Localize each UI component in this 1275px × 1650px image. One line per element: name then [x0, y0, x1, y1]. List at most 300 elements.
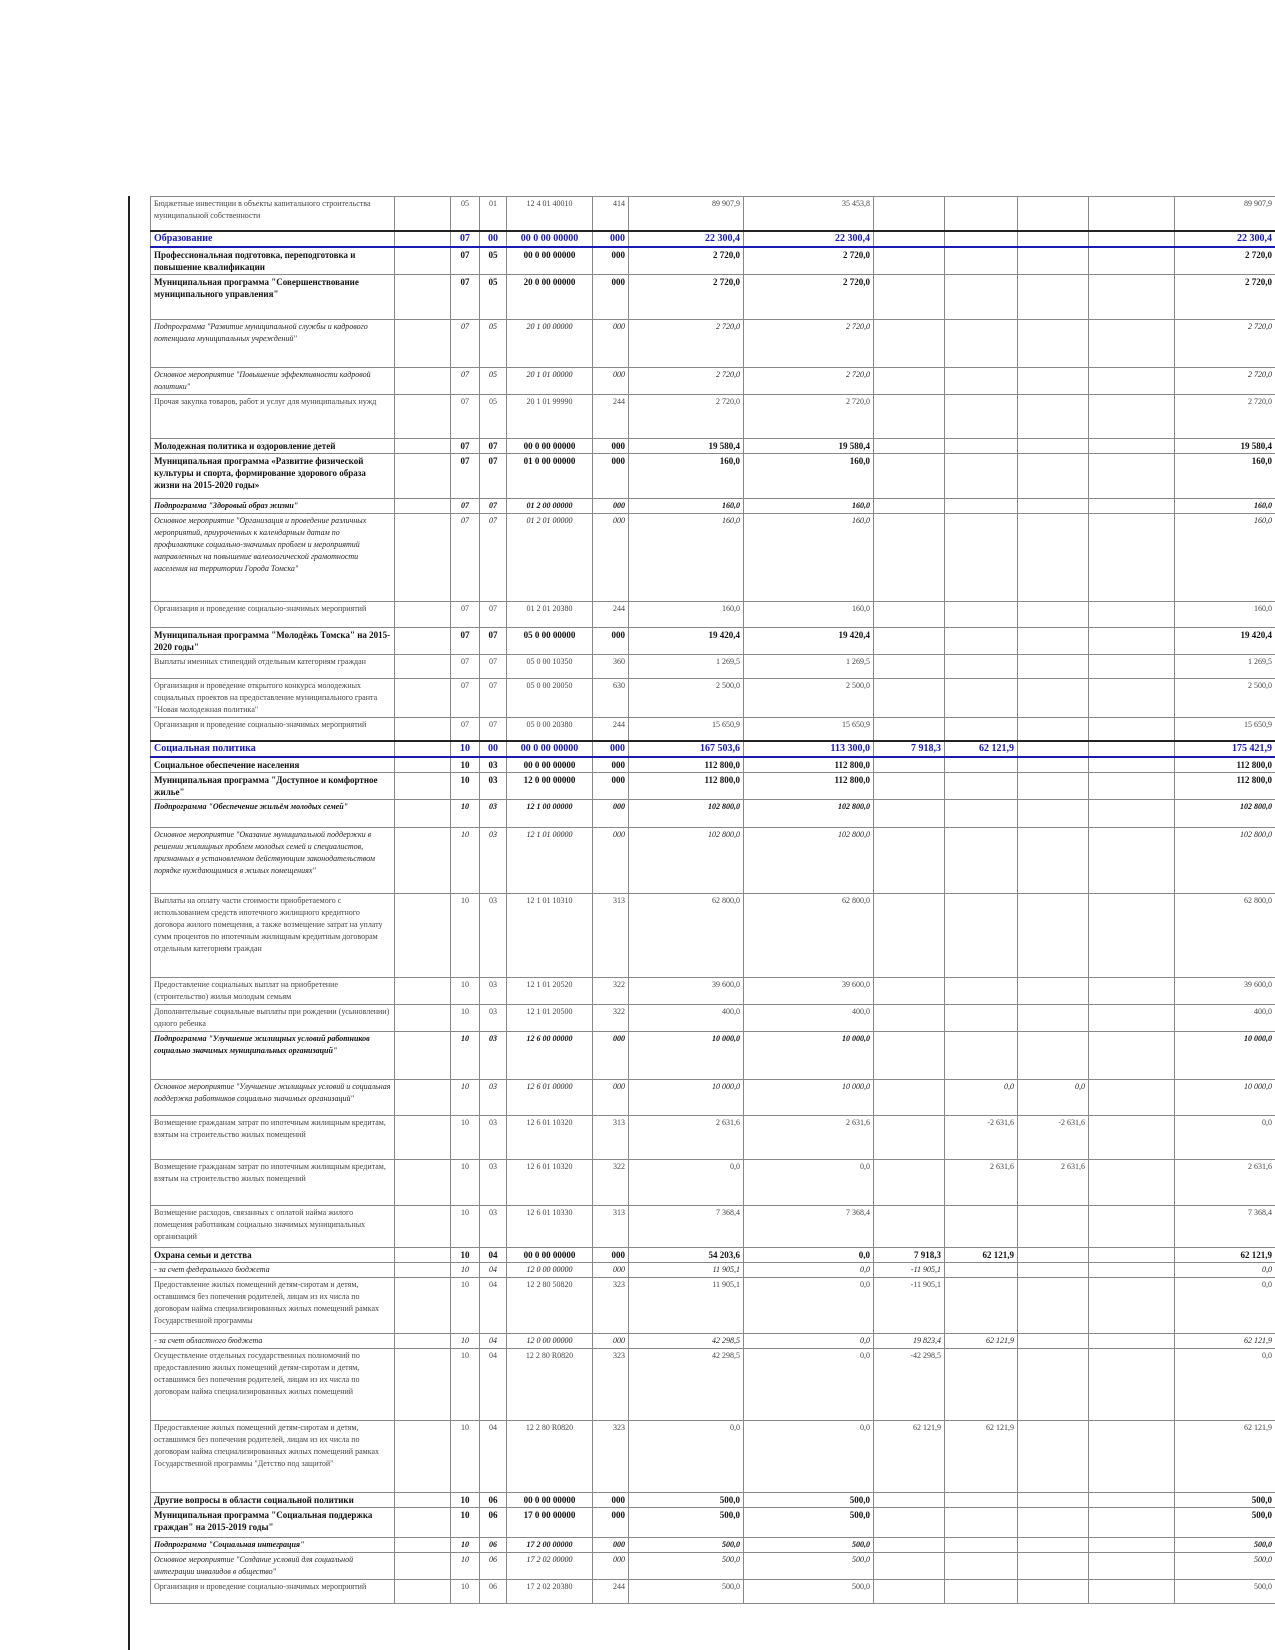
table-cell	[874, 654, 945, 678]
table-cell: 12 2 80 R0820	[507, 1349, 593, 1421]
table-cell: 12 1 00 00000	[507, 800, 593, 828]
table-cell: 000	[593, 247, 629, 275]
table-cell: 000	[593, 757, 629, 773]
table-cell: Образование	[151, 231, 395, 247]
table-cell	[874, 757, 945, 773]
table-cell: 10	[451, 1349, 480, 1421]
table-cell: 10	[451, 1206, 480, 1248]
table-cell: 0,0	[744, 1248, 874, 1263]
table-cell: 102 800,0	[629, 800, 744, 828]
table-cell: 2 631,6	[629, 1116, 744, 1160]
table-cell: 07	[451, 231, 480, 247]
table-cell: 42 298,5	[629, 1334, 744, 1349]
table-cell: Организация и проведение социально-значимых мероприятий	[151, 717, 395, 741]
table-cell: 62 121,9	[945, 741, 1018, 757]
table-cell: 04	[480, 1349, 507, 1421]
table-cell	[945, 757, 1018, 773]
table-cell-empty	[395, 1032, 451, 1080]
table-cell	[874, 1080, 945, 1116]
table-cell: 06	[480, 1538, 507, 1553]
table-cell	[945, 1493, 1018, 1508]
table-cell-empty	[1089, 1080, 1175, 1116]
table-cell: 7 368,4	[744, 1206, 874, 1248]
table-cell: Возмещение расходов, связанных с оплатой найма жилого помещения работникам социально значимых муниципальных организаций	[151, 1206, 395, 1248]
table-cell-empty	[1089, 1553, 1175, 1580]
table-cell	[1018, 1248, 1089, 1263]
table-cell: 04	[480, 1263, 507, 1278]
table-cell: 01 0 00 00000	[507, 453, 593, 498]
table-cell: Организация и проведение социально-значимых мероприятий	[151, 601, 395, 627]
table-cell: Прочая закупка товаров, работ и услуг для муниципальных нужд	[151, 394, 395, 438]
table-cell: 62 800,0	[1175, 894, 1275, 978]
table-cell-empty	[1089, 678, 1175, 717]
table-cell-empty	[1089, 274, 1175, 319]
table-row	[151, 1005, 1275, 1032]
table-cell: 0,0	[744, 1421, 874, 1493]
table-cell-empty	[395, 197, 451, 231]
table-cell: Муниципальная программа "Социальная поддержка граждан" на 2015-2019 годы"	[151, 1508, 395, 1538]
table-cell: 160,0	[1175, 513, 1275, 601]
table-cell: 322	[593, 1160, 629, 1206]
table-cell: 0,0	[1175, 1278, 1275, 1334]
table-cell: 1 269,5	[1175, 654, 1275, 678]
table-cell: 160,0	[629, 513, 744, 601]
table-row	[151, 678, 1275, 717]
table-cell: 414	[593, 197, 629, 231]
table-cell: 000	[593, 367, 629, 394]
table-cell: 62 121,9	[945, 1421, 1018, 1493]
table-cell	[945, 394, 1018, 438]
table-cell: 62 121,9	[1175, 1421, 1275, 1493]
table-cell: 160,0	[744, 513, 874, 601]
table-cell: Бюджетные инвестиции в объекты капитального строительства муниципальной собственности	[151, 197, 395, 231]
table-cell: 10 000,0	[629, 1032, 744, 1080]
table-cell: 160,0	[744, 601, 874, 627]
table-cell	[1018, 1493, 1089, 1508]
table-cell-empty	[395, 1160, 451, 1206]
table-cell: 12 2 80 R0820	[507, 1421, 593, 1493]
table-cell: 19 580,4	[629, 438, 744, 453]
table-cell-empty	[1089, 1263, 1175, 1278]
table-cell: Возмещение гражданам затрат по ипотечным жилищным кредитам, взятым на строительство жилых помещений	[151, 1160, 395, 1206]
table-cell: Выплаты на оплату части стоимости приобретаемого с использованием средств ипотечного жилищного кредитного договора жилого помещения, а также возмещение затрат на уплату сумм процентов по ипотечным жилищным кредитным договорам отдельным категориям граждан	[151, 894, 395, 978]
table-cell: 2 720,0	[629, 247, 744, 275]
table-cell: 05	[480, 319, 507, 367]
table-cell-empty	[395, 394, 451, 438]
table-cell: 0,0	[629, 1421, 744, 1493]
table-cell	[945, 627, 1018, 654]
table-cell: 20 0 00 00000	[507, 274, 593, 319]
table-cell	[874, 1508, 945, 1538]
table-cell-empty	[1089, 1508, 1175, 1538]
table-cell-empty	[395, 773, 451, 800]
table-cell: 15 650,9	[1175, 717, 1275, 741]
table-cell: 00 0 00 00000	[507, 1248, 593, 1263]
table-cell-empty	[395, 513, 451, 601]
table-cell: 113 300,0	[744, 741, 874, 757]
table-cell: Основное мероприятие "Улучшение жилищных условий и социальная поддержка работников социально значимых организаций"	[151, 1080, 395, 1116]
table-cell	[874, 394, 945, 438]
table-cell-empty	[395, 1005, 451, 1032]
table-cell	[945, 1349, 1018, 1421]
table-cell: 00 0 00 00000	[507, 231, 593, 247]
table-cell: 175 421,9	[1175, 741, 1275, 757]
table-cell: 05 0 00 00000	[507, 627, 593, 654]
table-cell: 2 720,0	[744, 274, 874, 319]
table-cell: 0,0	[744, 1349, 874, 1421]
table-cell: 03	[480, 828, 507, 894]
table-cell: 160,0	[629, 453, 744, 498]
table-cell: 12 1 01 20520	[507, 978, 593, 1005]
table-cell: 112 800,0	[1175, 773, 1275, 800]
table-cell: 2 631,6	[945, 1160, 1018, 1206]
table-cell: 2 720,0	[744, 367, 874, 394]
table-cell-empty	[395, 1116, 451, 1160]
table-cell: 39 600,0	[744, 978, 874, 1005]
table-cell-empty	[395, 741, 451, 757]
table-cell: 244	[593, 394, 629, 438]
table-cell: 10 000,0	[744, 1032, 874, 1080]
table-cell	[1018, 741, 1089, 757]
table-cell: 19 580,4	[1175, 438, 1275, 453]
table-cell: 102 800,0	[744, 828, 874, 894]
table-cell-empty	[395, 1508, 451, 1538]
table-cell	[1018, 1538, 1089, 1553]
table-row	[151, 1334, 1275, 1349]
table-cell: 160,0	[1175, 601, 1275, 627]
table-cell: 07	[480, 498, 507, 513]
table-cell: 03	[480, 978, 507, 1005]
table-cell: 7 368,4	[629, 1206, 744, 1248]
left-border-rule	[128, 196, 130, 1650]
table-cell: 10	[451, 828, 480, 894]
table-cell-empty	[1089, 654, 1175, 678]
table-cell	[1018, 513, 1089, 601]
table-cell	[945, 1553, 1018, 1580]
table-cell: 2 631,6	[744, 1116, 874, 1160]
table-cell: 500,0	[1175, 1508, 1275, 1538]
table-cell-empty	[1089, 741, 1175, 757]
table-cell: 000	[593, 1508, 629, 1538]
table-cell	[945, 1005, 1018, 1032]
table-cell	[874, 453, 945, 498]
table-cell: 07	[451, 367, 480, 394]
table-cell: 03	[480, 894, 507, 978]
table-cell	[874, 1116, 945, 1160]
table-cell-empty	[1089, 601, 1175, 627]
table-cell: 20 1 00 00000	[507, 319, 593, 367]
table-cell: 62 800,0	[744, 894, 874, 978]
table-cell: 39 600,0	[629, 978, 744, 1005]
table-cell: 000	[593, 1032, 629, 1080]
table-cell: 244	[593, 717, 629, 741]
table-cell: 12 2 80 50820	[507, 1278, 593, 1334]
table-cell: 12 6 00 00000	[507, 1032, 593, 1080]
table-cell	[1018, 1278, 1089, 1334]
table-cell	[1018, 1508, 1089, 1538]
table-cell: 62 121,9	[1175, 1334, 1275, 1349]
table-cell: 000	[593, 828, 629, 894]
table-cell: 0,0	[1175, 1349, 1275, 1421]
table-cell-empty	[395, 1421, 451, 1493]
table-cell: Муниципальная программа "Совершенствование муниципального управления"	[151, 274, 395, 319]
table-cell: 05	[480, 274, 507, 319]
table-cell	[874, 1580, 945, 1604]
table-cell: 500,0	[744, 1553, 874, 1580]
table-cell: 000	[593, 498, 629, 513]
table-cell: 03	[480, 757, 507, 773]
table-cell	[1018, 894, 1089, 978]
table-cell-empty	[1089, 453, 1175, 498]
table-cell-empty	[1089, 757, 1175, 773]
table-cell: 10	[451, 1553, 480, 1580]
table-row	[151, 274, 1275, 319]
table-cell	[1018, 1206, 1089, 1248]
table-cell: 10	[451, 1160, 480, 1206]
table-cell: 11 905,1	[629, 1263, 744, 1278]
table-cell-empty	[1089, 197, 1175, 231]
table-cell	[1018, 978, 1089, 1005]
table-row	[151, 757, 1275, 773]
table-cell-empty	[1089, 773, 1175, 800]
table-cell: 07	[451, 717, 480, 741]
table-row	[151, 1160, 1275, 1206]
table-cell: 500,0	[744, 1493, 874, 1508]
table-cell: 112 800,0	[744, 773, 874, 800]
table-cell: 03	[480, 800, 507, 828]
table-cell: 2 720,0	[629, 319, 744, 367]
table-cell-empty	[1089, 800, 1175, 828]
table-cell-empty	[1089, 1032, 1175, 1080]
table-row	[151, 1116, 1275, 1160]
table-cell-empty	[1089, 717, 1175, 741]
table-cell: Предоставление жилых помещений детям-сиротам и детям, оставшимся без попечения родителей, лицам из их числа по договорам найма специализированных жилых помещений рамках Государственной программы	[151, 1278, 395, 1334]
table-cell: 500,0	[1175, 1580, 1275, 1604]
table-cell: 05 0 00 10350	[507, 654, 593, 678]
table-cell	[1018, 1421, 1089, 1493]
table-row	[151, 513, 1275, 601]
table-cell: 19 420,4	[1175, 627, 1275, 654]
table-cell: 000	[593, 274, 629, 319]
table-cell-empty	[395, 757, 451, 773]
table-cell: 06	[480, 1553, 507, 1580]
table-cell: 15 650,9	[629, 717, 744, 741]
table-cell	[945, 601, 1018, 627]
table-cell: 0,0	[1175, 1116, 1275, 1160]
table-cell: 12 0 00 00000	[507, 773, 593, 800]
table-cell: 112 800,0	[629, 757, 744, 773]
table-cell: 17 2 00 00000	[507, 1538, 593, 1553]
table-cell-empty	[395, 1263, 451, 1278]
table-cell	[1018, 319, 1089, 367]
table-cell: 0,0	[1175, 1263, 1275, 1278]
table-cell: 1 269,5	[629, 654, 744, 678]
table-cell-empty	[1089, 1005, 1175, 1032]
table-cell: 04	[480, 1334, 507, 1349]
table-cell: - за счет областного бюджета	[151, 1334, 395, 1349]
table-row	[151, 894, 1275, 978]
table-row	[151, 1206, 1275, 1248]
table-cell: Выплаты именных стипендий отдельным категориям граждан	[151, 654, 395, 678]
table-cell: 12 4 01 40010	[507, 197, 593, 231]
table-cell	[945, 978, 1018, 1005]
table-row	[151, 1080, 1275, 1116]
table-cell: 00 0 00 00000	[507, 438, 593, 453]
table-cell: 19 823,4	[874, 1334, 945, 1349]
table-cell: 07	[451, 247, 480, 275]
table-cell: 17 2 02 00000	[507, 1553, 593, 1580]
table-cell	[874, 800, 945, 828]
table-cell	[945, 231, 1018, 247]
table-cell: 62 800,0	[629, 894, 744, 978]
table-cell: 19 420,4	[629, 627, 744, 654]
table-cell: 03	[480, 1005, 507, 1032]
table-cell	[1018, 498, 1089, 513]
table-cell: 01 2 01 20380	[507, 601, 593, 627]
budget-table	[150, 196, 1275, 1604]
table-cell: Основное мероприятие "Организация и проведение различных мероприятий, приуроченных к календарным датам по профилактике социально-значимых проблем и мероприятий направленных на повышение валеологической грамотности населения на территории Города Томска"	[151, 513, 395, 601]
budget-table-sheet	[128, 196, 1275, 1650]
table-cell: 03	[480, 1032, 507, 1080]
table-cell: 10	[451, 1421, 480, 1493]
table-cell: Предоставление жилых помещений детям-сиротам и детям, оставшимся без попечения родителей, лицам из их числа по договорам найма специализированных жилых помещений рамках Государственной программы "Детство под защитой"	[151, 1421, 395, 1493]
table-cell: 360	[593, 654, 629, 678]
table-cell: 323	[593, 1421, 629, 1493]
table-cell: 400,0	[629, 1005, 744, 1032]
table-cell	[874, 367, 945, 394]
table-cell: 000	[593, 319, 629, 367]
table-row	[151, 1263, 1275, 1278]
table-cell: 05	[480, 367, 507, 394]
table-cell-empty	[1089, 1206, 1175, 1248]
table-cell: 000	[593, 627, 629, 654]
table-cell	[945, 513, 1018, 601]
table-row	[151, 1553, 1275, 1580]
table-cell: 39 600,0	[1175, 978, 1275, 1005]
table-cell: 10	[451, 1032, 480, 1080]
table-cell	[1018, 678, 1089, 717]
table-cell: 19 420,4	[744, 627, 874, 654]
table-cell-empty	[395, 601, 451, 627]
table-cell: Подпрограмма "Развитие муниципальной службы и кадрового потенциала муниципальных учреждений"	[151, 319, 395, 367]
table-cell: Осуществление отдельных государственных полномочий по предоставлению жилых помещений детям-сиротам и детям, оставшимся без попечения родителей, лицам из их числа по договорам найма специализированных жилых помещений	[151, 1349, 395, 1421]
table-cell-empty	[1089, 978, 1175, 1005]
table-cell: 244	[593, 601, 629, 627]
table-cell-empty	[1089, 894, 1175, 978]
table-cell: 112 800,0	[629, 773, 744, 800]
table-cell: 19 580,4	[744, 438, 874, 453]
table-cell: 400,0	[1175, 1005, 1275, 1032]
table-row	[151, 773, 1275, 800]
table-row	[151, 717, 1275, 741]
table-cell	[945, 438, 1018, 453]
table-cell: Социальная политика	[151, 741, 395, 757]
table-cell	[1018, 1349, 1089, 1421]
table-cell: 112 800,0	[744, 757, 874, 773]
table-cell: 323	[593, 1349, 629, 1421]
table-cell: 22 300,4	[1175, 231, 1275, 247]
table-cell	[945, 197, 1018, 231]
table-cell: -2 631,6	[945, 1116, 1018, 1160]
table-cell	[874, 1553, 945, 1580]
table-cell	[874, 627, 945, 654]
table-cell-empty	[1089, 1334, 1175, 1349]
table-cell: 323	[593, 1278, 629, 1334]
table-cell: 07	[451, 601, 480, 627]
table-cell-empty	[395, 1080, 451, 1116]
table-cell: 2 720,0	[1175, 394, 1275, 438]
table-row	[151, 828, 1275, 894]
table-cell: 500,0	[1175, 1553, 1275, 1580]
table-cell	[874, 197, 945, 231]
table-cell: 35 453,8	[744, 197, 874, 231]
table-cell: 20 1 01 99990	[507, 394, 593, 438]
table-cell: Подпрограмма "Здоровый образ жизни"	[151, 498, 395, 513]
table-cell	[874, 1206, 945, 1248]
table-cell: 20 1 01 00000	[507, 367, 593, 394]
table-cell: 10 000,0	[629, 1080, 744, 1116]
table-cell	[945, 367, 1018, 394]
table-cell: 500,0	[629, 1553, 744, 1580]
table-cell: 500,0	[629, 1493, 744, 1508]
table-cell	[945, 1278, 1018, 1334]
table-cell-empty	[395, 1493, 451, 1508]
table-cell: 160,0	[629, 498, 744, 513]
table-cell	[874, 773, 945, 800]
table-cell-empty	[1089, 1580, 1175, 1604]
table-cell	[874, 231, 945, 247]
table-cell: 12 1 01 00000	[507, 828, 593, 894]
table-row	[151, 654, 1275, 678]
table-cell: 07	[480, 654, 507, 678]
table-cell: 04	[480, 1421, 507, 1493]
table-cell: 10	[451, 757, 480, 773]
table-cell: Возмещение гражданам затрат по ипотечным жилищным кредитам, взятым на строительство жилых помещений	[151, 1116, 395, 1160]
table-cell-empty	[395, 678, 451, 717]
budget-table-body	[151, 197, 1275, 1604]
table-cell: 2 631,6	[1018, 1160, 1089, 1206]
table-cell: 102 800,0	[629, 828, 744, 894]
table-cell	[1018, 394, 1089, 438]
table-row	[151, 498, 1275, 513]
table-cell: 400,0	[744, 1005, 874, 1032]
table-cell-empty	[1089, 513, 1175, 601]
table-cell: 10	[451, 1493, 480, 1508]
table-cell: 160,0	[744, 453, 874, 498]
table-cell	[945, 800, 1018, 828]
table-cell: 7 918,3	[874, 1248, 945, 1263]
table-cell	[945, 1508, 1018, 1538]
table-cell	[874, 274, 945, 319]
table-row	[151, 1349, 1275, 1421]
table-cell: 167 503,6	[629, 741, 744, 757]
table-cell: 000	[593, 1538, 629, 1553]
table-cell-empty	[1089, 367, 1175, 394]
table-cell	[945, 247, 1018, 275]
table-cell	[1018, 197, 1089, 231]
table-cell-empty	[395, 1334, 451, 1349]
table-cell: 000	[593, 741, 629, 757]
table-cell: 00 0 00 00000	[507, 247, 593, 275]
table-cell-empty	[1089, 394, 1175, 438]
table-cell: 12 6 01 00000	[507, 1080, 593, 1116]
table-cell-empty	[395, 1580, 451, 1604]
table-cell: 313	[593, 1206, 629, 1248]
table-cell: -42 298,5	[874, 1349, 945, 1421]
table-cell	[1018, 1005, 1089, 1032]
table-cell	[1018, 1553, 1089, 1580]
table-cell: 160,0	[744, 498, 874, 513]
